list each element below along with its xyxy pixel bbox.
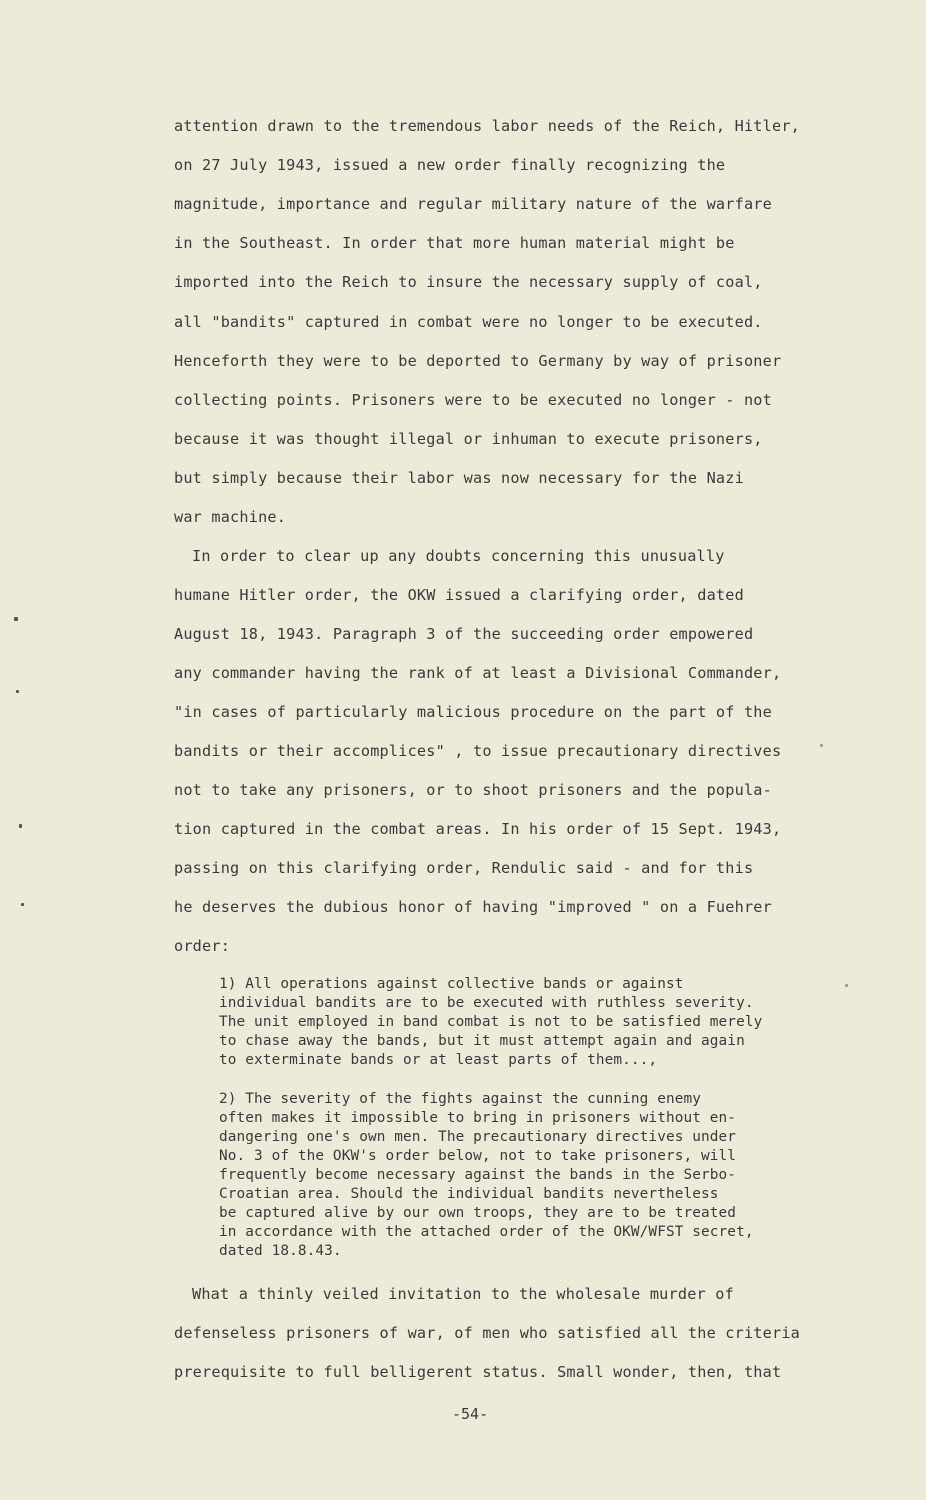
- body-line: defenseless prisoners of war, of men who satisfied all the criteria: [174, 1324, 801, 1342]
- body-line: war machine.: [174, 508, 287, 526]
- body-line: August 18, 1943. Paragraph 3 of the succeeding order empowered: [174, 625, 754, 643]
- body-line: on 27 July 1943, issued a new order finally recognizing the: [174, 156, 726, 174]
- quote-line: individual bandits are to be executed with ruthless severity.: [219, 995, 754, 1011]
- body-line: tion captured in the combat areas. In his order of 15 Sept. 1943,: [174, 820, 782, 838]
- margin-speck: [16, 690, 19, 693]
- quote-line: to exterminate bands or at least parts of them...,: [219, 1052, 658, 1068]
- body-line: all "bandits" captured in combat were no longer to be executed.: [174, 313, 763, 331]
- body-line: attention drawn to the tremendous labor needs of the Reich, Hitler,: [174, 117, 801, 135]
- margin-speck: [21, 903, 24, 906]
- quote-line: No. 3 of the OKW's order below, not to take prisoners, will: [219, 1148, 737, 1164]
- body-line: any commander having the rank of at least a Divisional Commander,: [174, 664, 782, 682]
- body-line: order:: [174, 937, 231, 955]
- quote-line: be captured alive by our own troops, they are to be treated: [219, 1205, 737, 1221]
- body-line: In order to clear up any doubts concerning this unusually: [192, 547, 725, 565]
- margin-speck: [19, 824, 22, 828]
- quote-line: The unit employed in band combat is not to be satisfied merely: [219, 1014, 763, 1030]
- body-line: bandits or their accomplices" , to issue precautionary directives: [174, 742, 782, 760]
- quote-line: frequently become necessary against the bands in the Serbo-: [219, 1167, 737, 1183]
- page-number: -54-: [452, 1405, 489, 1423]
- body-line: magnitude, importance and regular military nature of the warfare: [174, 195, 772, 213]
- quote-line: dangering one's own men. The precautionary directives under: [219, 1129, 737, 1145]
- quote-line: 1) All operations against collective bands or against: [219, 976, 684, 992]
- body-line: not to take any prisoners, or to shoot prisoners and the popula-: [174, 781, 772, 799]
- body-line: collecting points. Prisoners were to be executed no longer - not: [174, 391, 772, 409]
- quote-line: 2) The severity of the fights against the cunning enemy: [219, 1091, 702, 1107]
- body-line: because it was thought illegal or inhuman to execute prisoners,: [174, 430, 763, 448]
- body-line: humane Hitler order, the OKW issued a clarifying order, dated: [174, 586, 744, 604]
- body-line: passing on this clarifying order, Rendulic said - and for this: [174, 859, 754, 877]
- body-line: "in cases of particularly malicious procedure on the part of the: [174, 703, 772, 721]
- margin-speck: [845, 984, 848, 987]
- body-line: Henceforth they were to be deported to Germany by way of prisoner: [174, 352, 782, 370]
- margin-speck: [820, 744, 823, 747]
- quote-line: Croatian area. Should the individual bandits nevertheless: [219, 1186, 719, 1202]
- body-line: What a thinly veiled invitation to the wholesale murder of: [192, 1285, 734, 1303]
- margin-speck: [14, 617, 18, 621]
- quote-line: dated 18.8.43.: [219, 1243, 342, 1259]
- body-line: but simply because their labor was now necessary for the Nazi: [174, 469, 744, 487]
- quote-line: to chase away the bands, but it must attempt again and again: [219, 1033, 745, 1049]
- body-line: he deserves the dubious honor of having "improved " on a Fuehrer: [174, 898, 772, 916]
- body-line: prerequisite to full belligerent status. Small wonder, then, that: [174, 1363, 782, 1381]
- body-line: imported into the Reich to insure the necessary supply of coal,: [174, 273, 763, 291]
- quote-line: in accordance with the attached order of the OKW/WFST secret,: [219, 1224, 754, 1240]
- quote-line: often makes it impossible to bring in prisoners without en-: [219, 1110, 737, 1126]
- body-line: in the Southeast. In order that more human material might be: [174, 234, 735, 252]
